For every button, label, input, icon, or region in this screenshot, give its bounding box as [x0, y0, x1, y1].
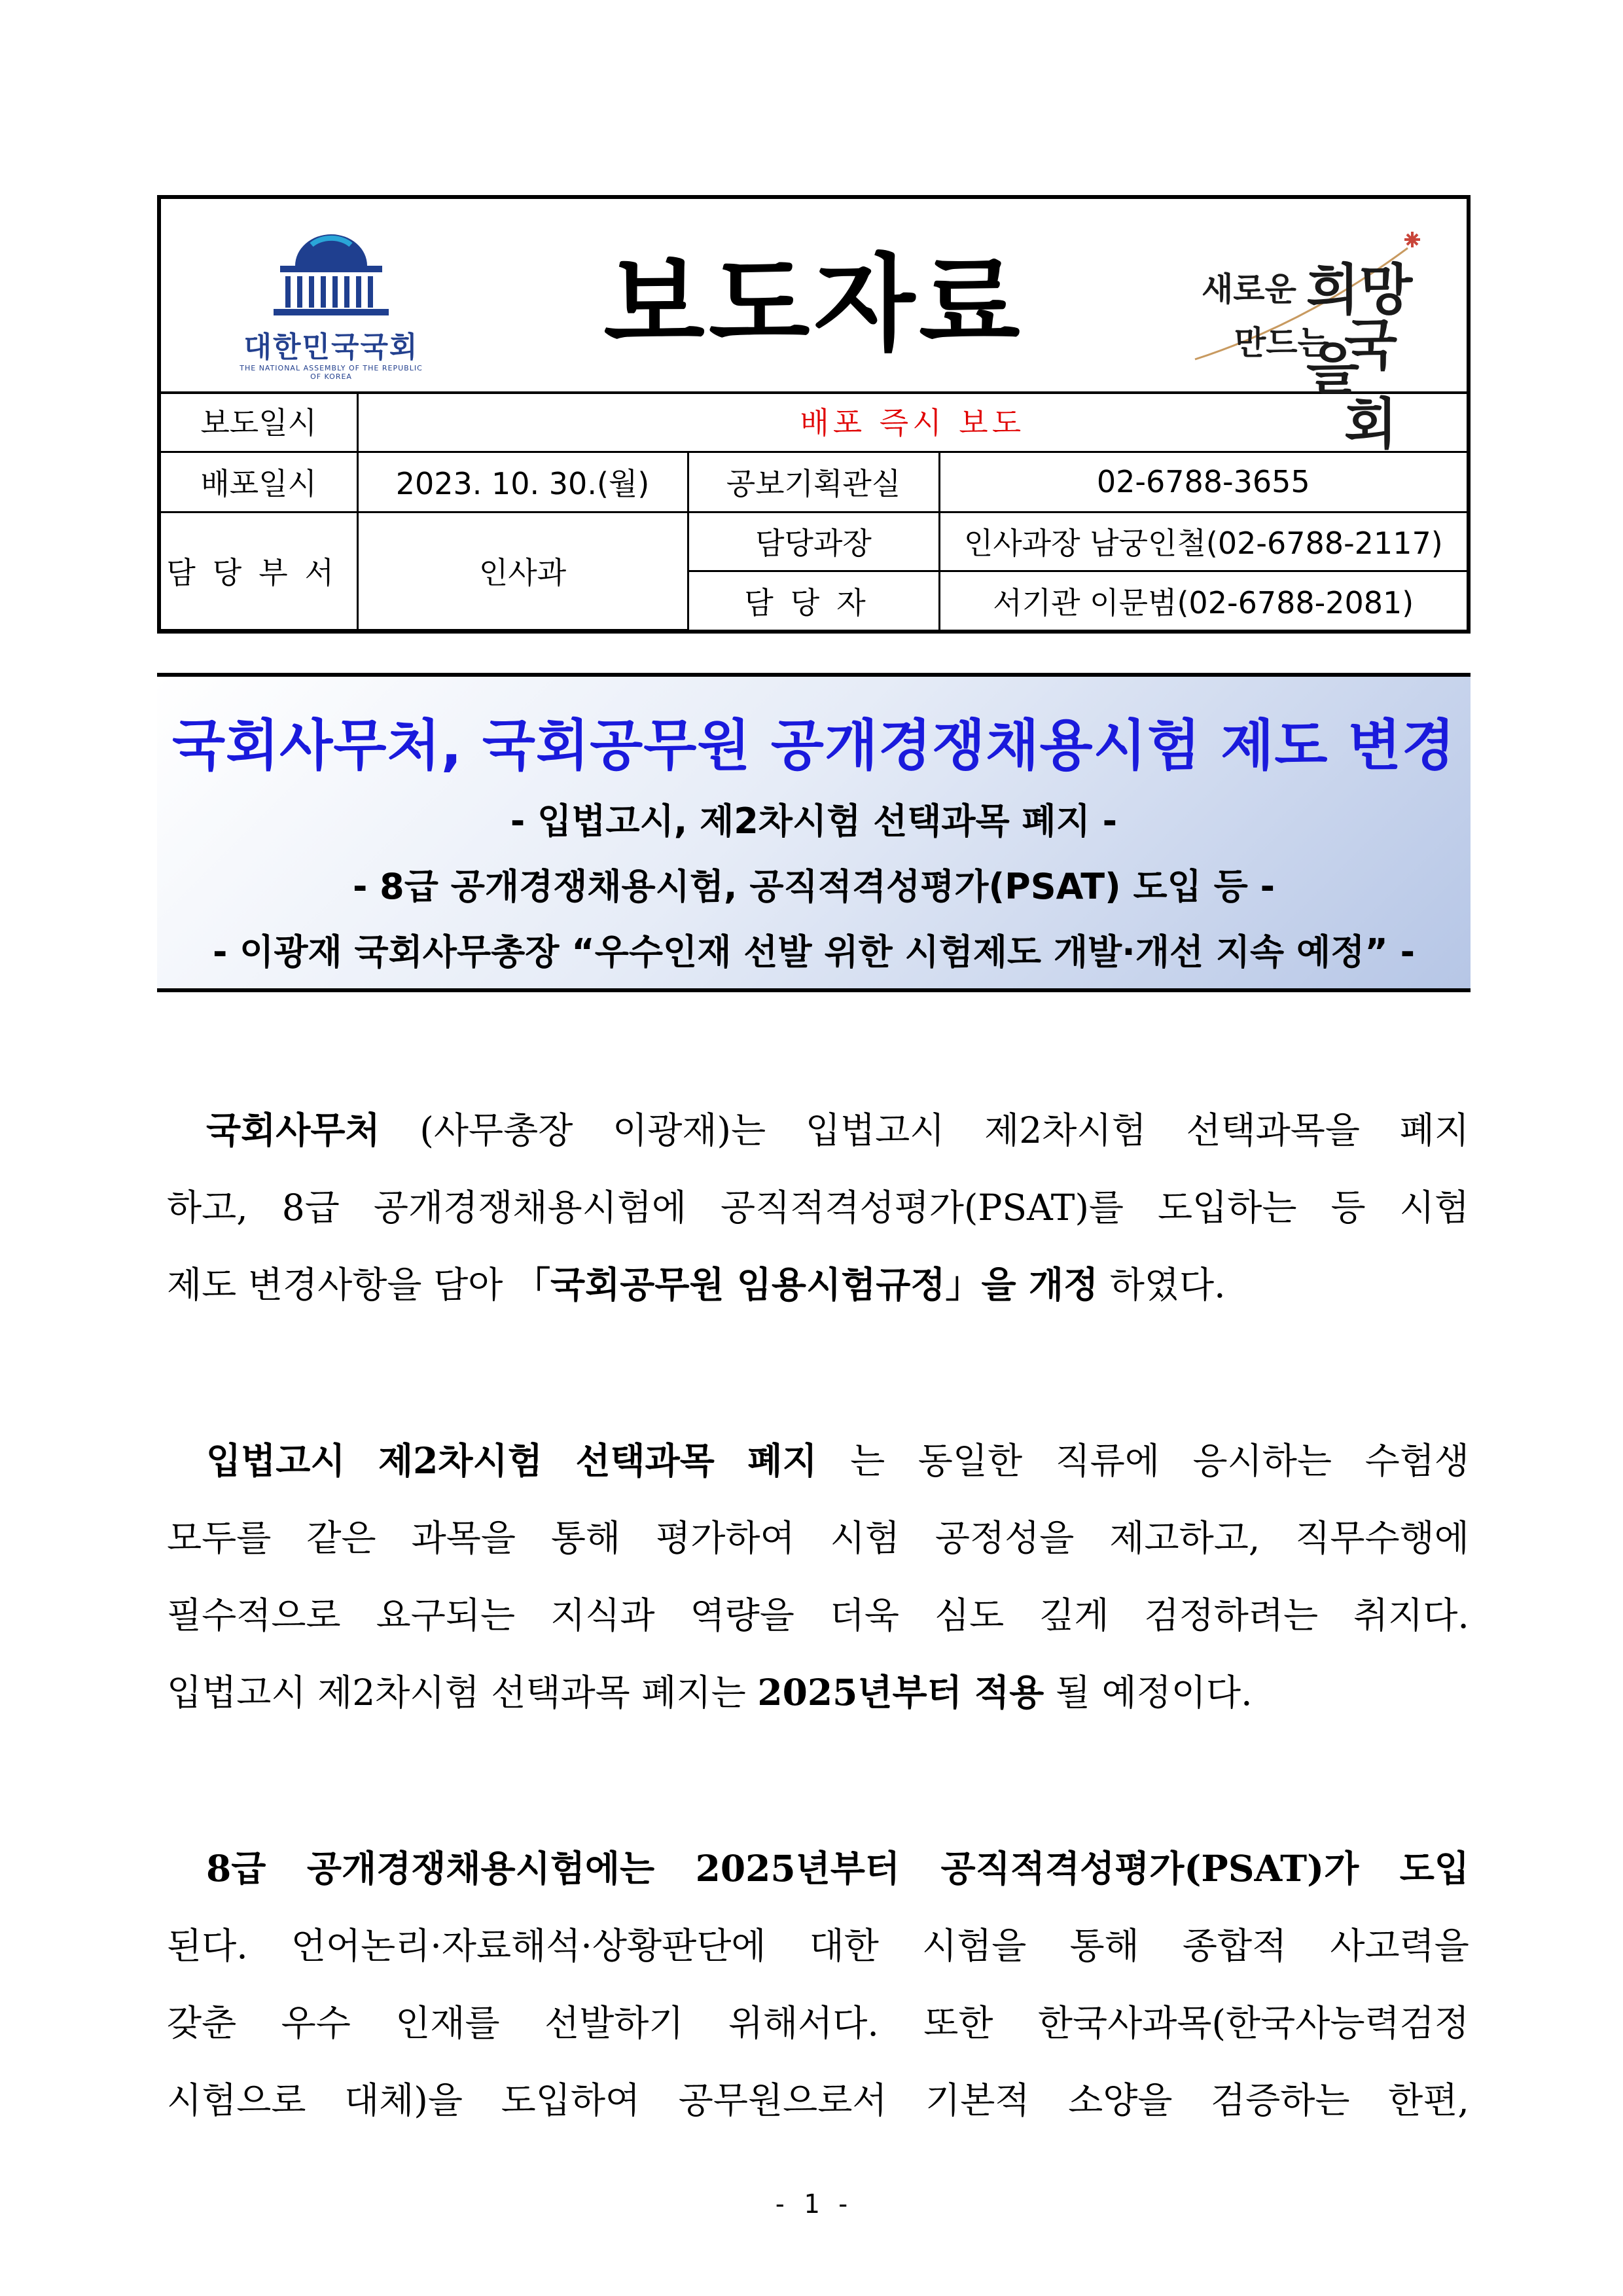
headline-subtitle-3: - 이광재 국회사무총장 “우수인재 선발 위한 시험제도 개발·개선 지속 예정” -	[212, 931, 1416, 973]
body-word: 과목을	[411, 1517, 516, 1559]
body-word: 모두를	[167, 1517, 272, 1559]
body-word: 우수	[281, 2002, 351, 2044]
p3-line-3	[167, 1984, 1469, 2062]
body-word: 8급	[281, 1187, 340, 1229]
p2-line-4	[167, 1654, 1469, 1731]
body-word: 2025년부터 적용	[757, 1671, 1044, 1713]
body-word: 시험으로	[167, 2079, 306, 2121]
body-word: 공직적격성평가(PSAT)가	[940, 1847, 1359, 1890]
body-word: 등	[1330, 1187, 1366, 1229]
p3-line-4	[167, 2062, 1469, 2139]
body-word: 제고하고,	[1109, 1517, 1260, 1559]
p1-line-2	[167, 1169, 1469, 1246]
headline-subtitle-1: - 입법고시, 제2차시험 선택과목 폐지 -	[510, 800, 1118, 842]
body-word: 담아	[433, 1264, 503, 1306]
p1-line-1	[167, 1092, 1469, 1169]
body-word: 도입	[1399, 1847, 1469, 1890]
body-word: 직류에	[1055, 1440, 1160, 1482]
body-word: 선택과목	[491, 1672, 630, 1713]
paragraph-3	[167, 1830, 1469, 2139]
body-word: 하고,	[167, 1187, 248, 1229]
p3-line-1	[167, 1830, 1469, 1907]
department-label: 담당부서	[161, 512, 357, 630]
headline-box	[157, 673, 1471, 992]
body-word: 제2차시험	[378, 1439, 543, 1482]
p2-line-3	[167, 1577, 1469, 1654]
body-word: 동일한	[918, 1440, 1023, 1482]
body-word: 깊게	[1039, 1594, 1109, 1636]
slogan-word-3: 만드는	[1234, 324, 1329, 362]
body-word: 변경사항을	[247, 1264, 422, 1306]
distribution-date-value: 2023. 10. 30.(월)	[357, 452, 688, 512]
body-word: 공직적격성평가(PSAT)를	[721, 1187, 1124, 1229]
body-word: 사고력을	[1330, 1925, 1469, 1967]
body-word: 소양을	[1068, 2079, 1173, 2121]
release-time-label: 보도일시	[161, 391, 357, 452]
manager-label: 담당과장	[688, 512, 939, 571]
body-word: 제2차시험	[317, 1672, 480, 1713]
release-info-table	[161, 391, 1467, 631]
body-word: 한국사과목(한국사능력검정	[1037, 2002, 1469, 2044]
p1-line-3	[167, 1246, 1469, 1323]
body-word: 시험	[1399, 1187, 1469, 1229]
manager-value: 인사과장 남궁인철(02-6788-2117)	[939, 512, 1467, 571]
body-word: 국회사무처	[206, 1109, 380, 1151]
pr-office-label: 공보기획관실	[688, 452, 939, 512]
body-word: 요구되는	[376, 1594, 516, 1636]
distribution-date-label: 배포일시	[161, 452, 357, 512]
body-word: 는	[850, 1440, 885, 1482]
body-word: 공무원으로서	[678, 2079, 887, 2121]
body-word: 폐지	[1399, 1109, 1469, 1151]
body-word: 검정하려는	[1144, 1594, 1319, 1636]
press-release-header	[157, 195, 1471, 634]
headline-subtitle-2: - 8급 공개경쟁채용시험, 공직적격성평가(PSAT) 도입 등 -	[352, 866, 1275, 907]
body-word: 된다.	[167, 1925, 248, 1967]
body-word: 2025년부터	[695, 1847, 901, 1890]
body-word: 도입하는	[1158, 1187, 1297, 1229]
logo-subtitle: THE NATIONAL ASSEMBLY OF THE REPUBLIC OF KOREA	[240, 364, 423, 381]
body-word: 같은	[306, 1517, 376, 1559]
p2-line-2	[167, 1499, 1469, 1577]
paragraph-1	[167, 1092, 1469, 1323]
body-word: 통해	[1069, 1925, 1139, 1967]
body-word: 대한	[809, 1925, 879, 1967]
body-word: 예정이다.	[1101, 1672, 1253, 1713]
body-word: 될	[1055, 1672, 1090, 1713]
page-number: - 1 -	[772, 2189, 851, 2219]
body-word: 통해	[550, 1517, 621, 1559]
department-value: 인사과	[357, 512, 688, 630]
slogan-logo	[1175, 225, 1450, 456]
body-word: 공정성을	[935, 1517, 1075, 1559]
body-word: 직무수행에	[1295, 1517, 1469, 1559]
body-word: 제도	[167, 1264, 237, 1306]
body-word: 선택과목을	[1186, 1109, 1360, 1151]
body-word: 심도	[935, 1594, 1005, 1636]
body-word: 선발하기	[544, 2002, 684, 2044]
body-word: 시험	[830, 1517, 900, 1559]
body-word: 위해서다.	[728, 2002, 879, 2044]
body-word: 역량을	[690, 1594, 794, 1636]
body-word: 8급	[206, 1847, 266, 1890]
pr-office-phone: 02-6788-3655	[939, 452, 1467, 512]
body-word: 대체)을	[344, 2079, 463, 2121]
body-word: 또한	[923, 2002, 993, 2044]
body-word: 인재를	[395, 2002, 500, 2044]
officer-value: 서기관 이문범(02-6788-2081)	[939, 571, 1467, 630]
body-word: 수험생	[1364, 1440, 1469, 1482]
body-word: 시험을	[922, 1925, 1027, 1967]
body-word: 언어논리·자료해석·상황판단에	[291, 1925, 766, 1967]
slogan-word-2: 희망을	[1306, 258, 1413, 401]
body-word: 선택과목	[575, 1439, 715, 1482]
paragraph-2	[167, 1422, 1469, 1731]
release-time-value: 배포 즉시 보도	[357, 391, 1467, 452]
body-word: 입법고시	[206, 1439, 346, 1482]
body-word: 도입하여	[501, 2079, 641, 2121]
body-word: 갖춘	[167, 2002, 237, 2044]
body-word: 입법고시	[805, 1109, 945, 1151]
body-word: 기본적	[925, 2079, 1030, 2121]
slogan-word-1: 새로운	[1202, 270, 1296, 308]
body-word: (사무총장	[419, 1109, 573, 1151]
body-word: 필수적으로	[167, 1594, 341, 1636]
logo-name: 대한민국국회	[243, 331, 419, 364]
body-word: 검증하는	[1211, 2079, 1350, 2121]
body-word: 평가하여	[656, 1517, 795, 1559]
body-word: 폐지	[747, 1439, 817, 1482]
body-word: 하였다.	[1109, 1264, 1226, 1306]
body-word: 한편,	[1388, 2079, 1469, 2121]
body-word: 종합적	[1182, 1925, 1287, 1967]
body-word: 제2차시험	[984, 1109, 1147, 1151]
slogan-word-4: 국회	[1344, 313, 1398, 456]
body-word: 공개경쟁채용시험에	[373, 1187, 687, 1229]
page-title: 보도자료	[603, 243, 1024, 365]
body-word: 폐지는	[641, 1672, 746, 1713]
body-word: 더욱	[829, 1594, 900, 1636]
body-word: 「국회공무원 임용시험규정」을 개정	[514, 1263, 1099, 1306]
headline-title: 국회사무처, 국회공무원 공개경쟁채용시험 제도 변경	[171, 713, 1456, 778]
body-word: 응시하는	[1192, 1440, 1332, 1482]
body-word: 취지다.	[1353, 1594, 1469, 1636]
body-word: 공개경쟁채용시험에는	[306, 1847, 655, 1890]
p2-line-1	[167, 1422, 1469, 1499]
officer-label: 담당자	[688, 571, 939, 630]
body-word: 입법고시	[167, 1672, 306, 1713]
body-word: 지식과	[550, 1594, 655, 1636]
p3-line-2	[167, 1907, 1469, 1984]
body-word: 이광재)는	[613, 1109, 766, 1151]
